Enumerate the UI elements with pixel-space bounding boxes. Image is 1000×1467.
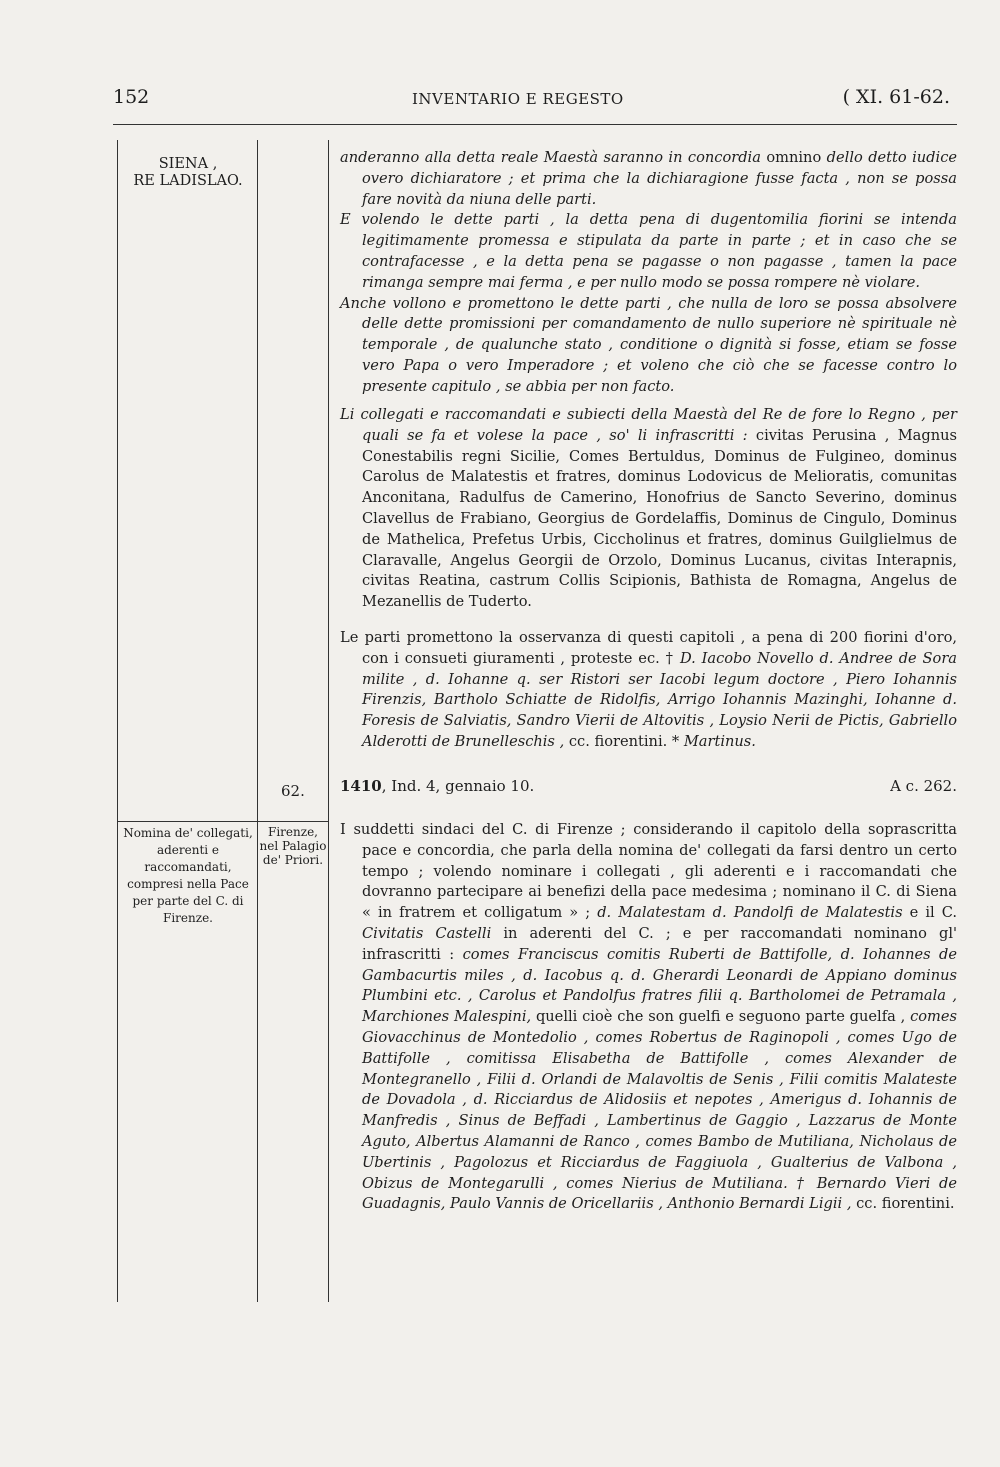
roman-text: e il C. xyxy=(902,904,957,922)
italic-text: dello detto iudice overo dichiaratore ; et prima che la dichiaragione fusse facta , non se possa fare novità da niuna delle parti. xyxy=(362,149,957,208)
column-rule-right xyxy=(328,140,329,1302)
document-date xyxy=(340,777,534,795)
roman-text: Le parti promettono la osservanza di questi capitoli , a pena di 200 fiorini d'oro, con i consueti giuramenti , proteste ec. † xyxy=(340,629,957,667)
italic-text: anderanno alla detta reale Maestà saranno in concordia xyxy=(340,149,761,166)
page-number: 152 xyxy=(113,86,150,108)
paragraph xyxy=(340,148,957,210)
running-title: INVENTARIO E REGESTO xyxy=(412,90,624,108)
margin-heading-line1: SIENA , xyxy=(158,156,218,172)
document-date-rest: , Ind. 4, gennaio 10. xyxy=(381,777,535,795)
roman-text: quelli cioè che son guelfi e seguono parte guelfa , xyxy=(531,1008,911,1026)
italic-text: E volendo le dette parti , la detta pena di dugentomilia fiorini se intenda legitimamente promessa e stipulata da parte in parte ; et in caso che se contrafacesse , e la detta pena se pagasse o non pagasse , tamen la pace rimanga sempre mai ferma , e per nullo modo se possa rompere nè violare. xyxy=(340,211,957,291)
document-summary: Nomina de' collegati, aderenti e raccomandati, compresi nella Pace per parte del C. di Firenze. xyxy=(123,826,253,925)
italic-text: d. Malatestam d. Pandolfi de Malatestis xyxy=(597,904,903,922)
closing-paragraph xyxy=(340,628,957,753)
italic-text: Civitatis Castelli xyxy=(362,924,492,942)
header-rule xyxy=(113,124,957,125)
italic-text: D. Iacobo Novello d. Andree de Sora milite , d. Iohanne q. ser Ristori ser Iacobi legum doctore , Piero Iohannis Firenzis, Bartholo Schiatte de Ridolfis, Arrigo Iohannis Mazinghi, Iohanne d. Foresis de Salviatis, Sandro Vierii de Altovitis , Loysio Nerii de Pictis, Gabriello Alderotti de Brunelleschis , xyxy=(362,649,957,750)
allies-list xyxy=(340,405,957,613)
document-place: Firenze, nel Palagio de' Priori. xyxy=(259,825,327,867)
italic-text: Li collegati e raccomandati e subiecti della Maestà del Re de fore lo Regno , per quali se fa et volese la pace , so' li infrascritti : xyxy=(340,406,957,444)
margin-heading-line2: RE LADISLAO. xyxy=(133,173,243,189)
paragraph xyxy=(340,210,957,293)
italic-text: Anche vollono e promettono le dette parti , che nulla de loro se possa absolvere delle dette promissioni per comandamento de nullo superiore nè spirituale nè temporale , de qualunche stato , conditione o dignità si fosse, etiam se fosse vero Papa o vero Imperadore ; et voleno che ciò che se facesse contro lo presente capitulo , se abbia per non facto. xyxy=(340,294,957,395)
paragraph xyxy=(340,294,957,398)
roman-text: cc. fiorentini. * xyxy=(564,732,684,750)
document-body xyxy=(340,820,957,1215)
roman-text: cc. fiorentini. xyxy=(851,1195,955,1213)
roman-text: omnino xyxy=(760,149,827,166)
paragraph xyxy=(340,628,957,753)
margin-heading xyxy=(121,156,255,190)
continuation-text xyxy=(340,148,957,398)
italic-text: comes Franciscus comitis Ruberti de Battifolle, d. Iohannes de Gambacurtis miles , d. Iacobus q. d. Gherardi Leonardi de Appiano dominus Plumbini etc. , Carolus et Pandolfus fratres filii q. Bartholomei de Petramala , Marchiones Malespini, xyxy=(362,945,957,1026)
italic-text: Martinus. xyxy=(683,732,756,750)
document-number: 62. xyxy=(281,782,305,800)
roman-text: in aderenti del C. ; e per raccomandati nominano gl' infrascritti : xyxy=(362,924,957,963)
paragraph xyxy=(340,820,957,1215)
italic-text: comes Giovacchinus de Montedolio , comes Robertus de Raginopoli , comes Ugo de Battifolle , comitissa Elisabetha de Battifolle , comes Alexander de Montegranello , Filii d. Orlandi de Malavoltis de Senis , Filii comitis Malateste de Dovadola , d. Ricciardus de Alidosiis et nepotes , Amerigus d. Iohannis de Manfredis , Sinus de Beffadi , Lambertinus de Gaggio , Lazzarus de Monte Aguto, Albertus Alamanni de Ranco , comes Bambo de Mutiliana, Nicholaus de Ubertinis , Pagolozus et Ricciardus de Faggiuola , Gualterius de Valbona , Obizus de Montegarulli , comes Nierius de Mutiliana. † Bernardo Vieri de Guadagnis, Paulo Vannis de Oricellariis , Anthonio Bernardi Ligii , xyxy=(362,1008,957,1213)
column-rule-middle xyxy=(257,140,258,1302)
document-separator-rule xyxy=(118,821,328,822)
archive-reference: A c. 262. xyxy=(890,777,957,795)
section-reference: ( XI. 61-62. xyxy=(842,86,950,108)
roman-text: civitas Perusina , Magnus Conestabilis regni Sicilie, Comes Bertuldus, Dominus de Fulgineo, dominus Carolus de Malatestis et fratres, dominus Lodovicus de Melioratis, comunitas Anconitana, Radulfus de Camerino, Honofrius de Sancto Severino, dominus Clavellus de Frabiano, Georgius de Gordelaffis, Dominus de Cingulo, Dominus de Mathelica, Prefetus Urbis, Ciccholinus et fratres, dominus Guilglielmus de Claravalle, Angelus Georgii de Orzolo, Dominus Lucanus, civitas Interapnis, civitas Reatina, castrum Collis Scipionis, Bathista de Romagna, Angelus de Mezanellis de Tuderto. xyxy=(362,426,957,611)
document-year: 1410 xyxy=(340,777,382,795)
column-rule-left xyxy=(117,140,118,1302)
roman-text: I suddetti sindaci del C. di Firenze ; considerando il capitolo della soprascritta pace e concordia, che parla della nomina de' collegati da farsi dentro un certo tempo ; volendo nominare i collegati , gli aderenti e i raccomandati che dovranno partecipare ai benefizi della pace medesima ; nominano il C. di Siena « in fratrem et colligatum » ; xyxy=(340,821,957,922)
paragraph xyxy=(340,405,957,613)
